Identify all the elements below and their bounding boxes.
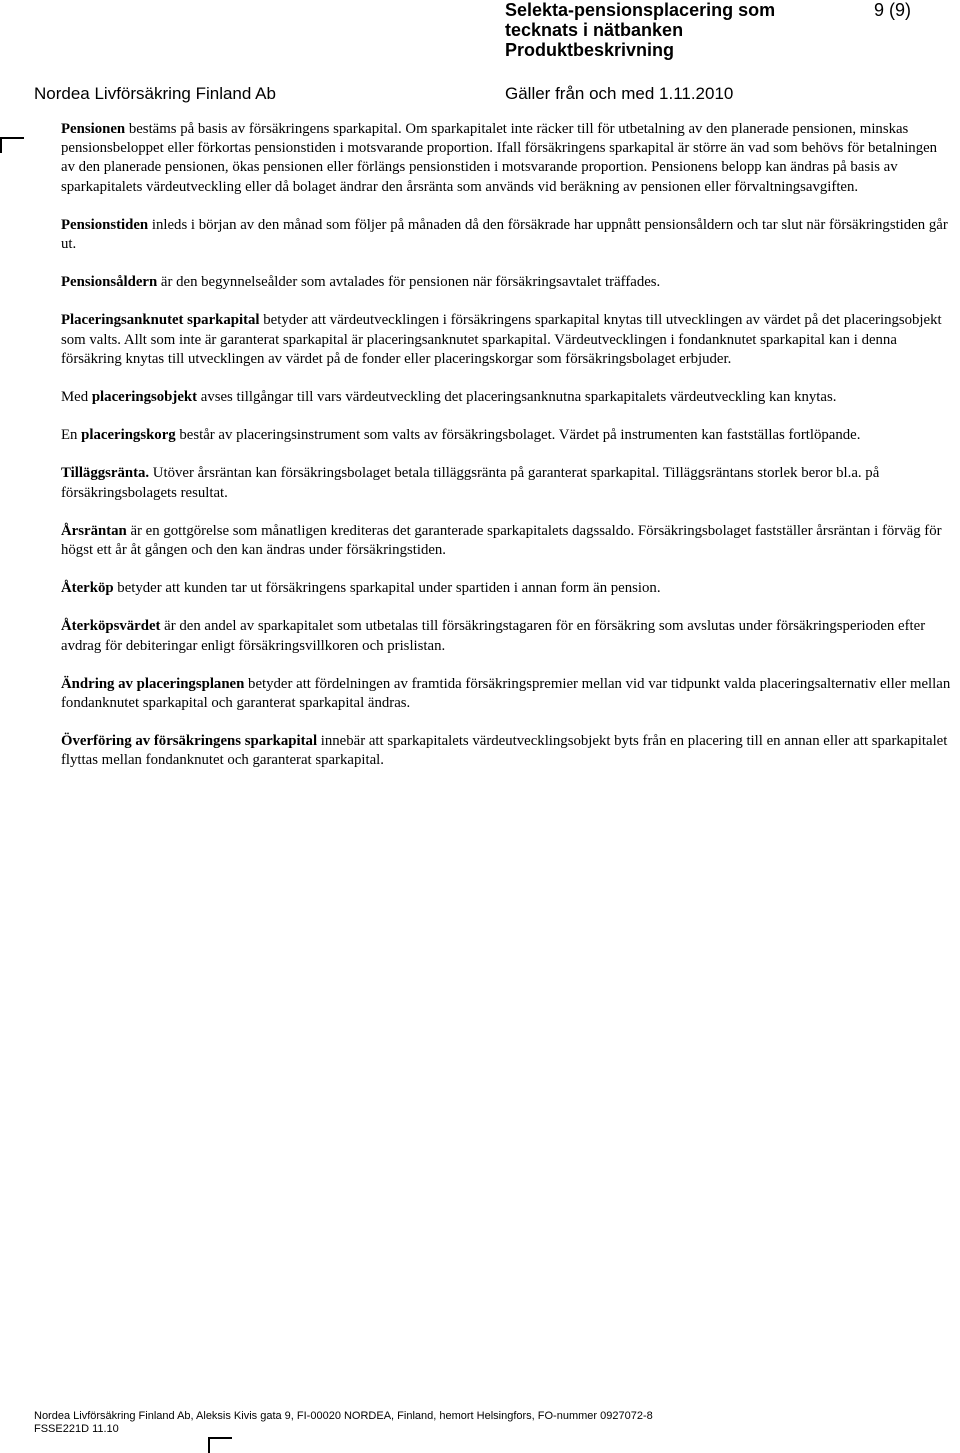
crop-mark-top (0, 137, 24, 153)
document-body (61, 120, 951, 790)
term-pensionen: Pensionen (61, 121, 126, 137)
paragraph-aterkopsvardet (61, 617, 951, 655)
definition-tillaggsranta: Utöver årsräntan kan försäkringsbolaget betala tilläggsränta på garanterat sparkapital. Tilläggsräntans storlek beror bl.a. på försäkringsbolagets resultat. (61, 465, 880, 501)
definition-pensionsaldern: är den begynnelseålder som avtalades för pensionen när försäkringsavtalet träffades. (157, 274, 661, 291)
footer-form-code: FSSE221D 11.10 (34, 1423, 119, 1435)
definition-arsrantan: är en gottgörelse som månatligen krediteras det garanterade sparkapitalets dagssaldo. Försäkringsbolaget fastställer årsräntan i förväg för högst ett år åt gången och den kan ändras under försäkringstiden. (61, 522, 942, 559)
paragraph-overforing-av-sparkapital (61, 732, 951, 770)
term-arsrantan: Årsräntan (61, 522, 127, 539)
term-pensionsaldern: Pensionsåldern (61, 274, 158, 291)
definition-andring-av-placeringsplanen: betyder att fördelningen av framtida försäkringspremier mellan vid var tidpunkt valda placeringsalternativ eller mellan fondanknutet sparkapital och garanterat sparkapital ändras. (61, 675, 951, 712)
document-title-line-1: Selekta-pensionsplacering som (505, 0, 776, 20)
prefix-placeringsobjekt: Med (61, 389, 92, 406)
definition-placeringsobjekt: avses tillgångar till vars värdeutveckling det placeringsanknutna sparkapitalets värdeutveckling kan knytas. (197, 389, 837, 406)
definition-placeringsanknutet-sparkapital: betyder att värdeutvecklingen i försäkringens sparkapital knytas till utvecklingen av värdet på det placeringsobjekt som valts. Allt som inte är garanterat sparkapital är placeringsanknutet sparkapital. Värdeutvecklingen i fondanknutet sparkapital kan i denna försäkring knytas till utvecklingen av värdet på de fonder eller placeringskorgar som försäkringsbolaget erbjuder. (61, 312, 942, 367)
crop-mark-bottom (208, 1437, 232, 1453)
definition-aterkop: betyder att kunden tar ut försäkringens sparkapital under spartiden i annan form än pension. (113, 580, 661, 597)
paragraph-tillaggsranta (61, 464, 951, 502)
definition-pensionstiden: inleds i början av den månad som följer på månaden då den försäkrade har uppnått pensionsåldern och tar slut när försäkringstiden går ut. (61, 216, 948, 253)
document-title-line-3: Produktbeskrivning (505, 40, 675, 60)
paragraph-pensionen (61, 120, 951, 197)
paragraph-pensionsaldern (61, 273, 951, 292)
paragraph-placeringsanknutet-sparkapital (61, 311, 951, 369)
paragraph-arsrantan (61, 522, 951, 560)
term-overforing-av-sparkapital: Överföring av försäkringens sparkapital (61, 733, 318, 750)
page-number: 9 (9) (874, 0, 912, 20)
prefix-placeringskorg: En (61, 427, 82, 444)
definition-overforing-av-sparkapital: innebär att sparkapitalets värdeutvecklingsobjekt byts från en placering till en annan eller att sparkapitalet flyttas mellan fondanknutet och garanterat sparkapital. (61, 733, 948, 769)
paragraph-placeringsobjekt (61, 388, 951, 407)
document-title (505, 0, 825, 60)
term-placeringsobjekt: placeringsobjekt (91, 389, 198, 406)
footer-address: Nordea Livförsäkring Finland Ab, Aleksis Kivis gata 9, FI-00020 NORDEA, Finland, hemort Helsingfors, FO-nummer 0927072-8 (34, 1410, 653, 1422)
page-footer (34, 1410, 653, 1436)
term-placeringsanknutet-sparkapital: Placeringsanknutet sparkapital (61, 312, 260, 329)
paragraph-aterkop (61, 579, 951, 598)
company-name: Nordea Livförsäkring Finland Ab (34, 84, 276, 103)
valid-from-date: Gäller från och med 1.11.2010 (505, 84, 734, 103)
paragraph-placeringskorg (61, 426, 951, 445)
term-tillaggsranta: Tilläggsränta. (61, 465, 150, 482)
definition-pensionen: bestäms på basis av försäkringens sparkapital. Om sparkapitalet inte räcker till för utbetalning av den planerade pensionen, minskas pensionsbeloppet eller förkortas pensionstiden i motsvarande proportion. Ifall försäkringens sparkapital är större än vad som behövs för betalningen av den planerade pensionen, ökas pensionen eller förlängs pensionstiden i motsvarande proportion. Pensionens belopp kan ändras på basis av sparkapitalets värdeutveckling eller då bolaget ändrar den årsränta som används vid beräkning av pensionen eller förvaltningsavgiften. (61, 121, 938, 195)
term-andring-av-placeringsplanen: Ändring av placeringsplanen (61, 675, 245, 692)
paragraph-pensionstiden (61, 216, 951, 254)
definition-placeringskorg: består av placeringsinstrument som valts av försäkringsbolaget. Värdet på instrumenten kan fastställas fortlöpande. (175, 427, 861, 444)
paragraph-andring-av-placeringsplanen (61, 675, 951, 713)
term-aterkop: Återköp (61, 580, 114, 597)
document-title-line-2: tecknats i nätbanken (505, 20, 684, 40)
definition-aterkopsvardet: är den andel av sparkapitalet som utbetalas till försäkringstagaren för en försäkring som avslutas under försäkringsperioden efter avdrag för debiteringar enligt försäkringsvillkoren och prislistan. (61, 618, 926, 654)
term-placeringskorg: placeringskorg (81, 427, 176, 444)
term-aterkopsvardet: Återköpsvärdet (61, 618, 161, 635)
term-pensionstiden: Pensionstiden (61, 216, 149, 233)
